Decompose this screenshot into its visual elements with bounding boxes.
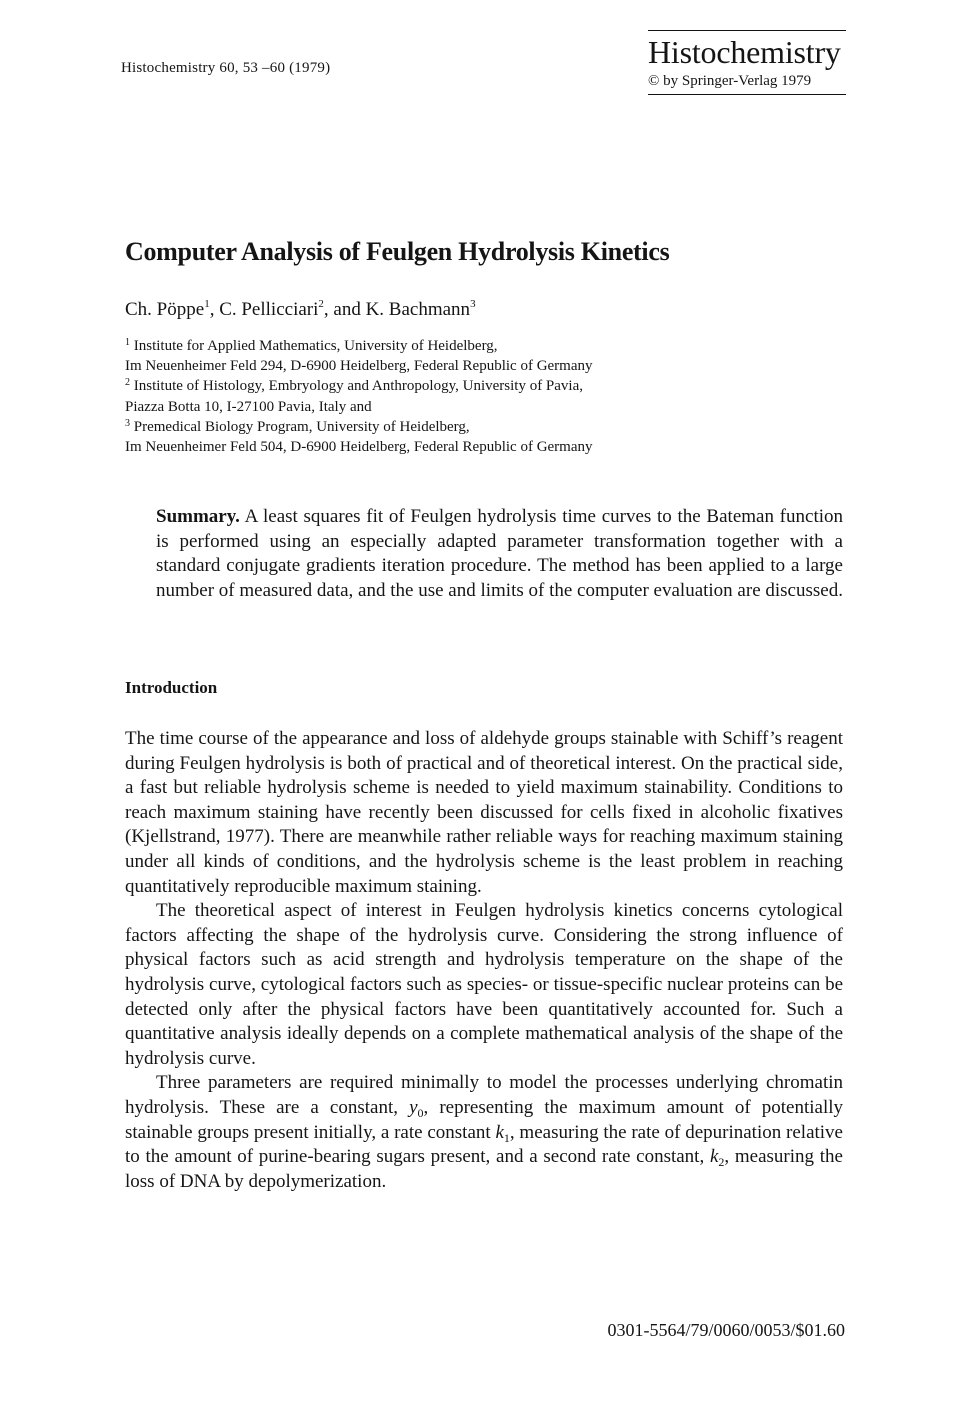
affiliation-line [125, 356, 593, 376]
copyright-line: © by Springer-Verlag 1979 [648, 73, 812, 89]
affiliation-text: Institute of Histology, Embryology and Anthropology, University of Pavia, [133, 378, 584, 395]
section-heading-introduction: Introduction [125, 678, 218, 697]
paragraph-text: , representing the maximum amount of potentially stainable groups present initially, a rate constant [125, 1096, 843, 1143]
author-separator: , [209, 299, 220, 320]
body-paragraph: The time course of the appearance and loss of aldehyde groups stainable with Schiff’s reagent during Feulgen hydrolysis is both of practical and of theoretical interest. On the practical side, a fast but reliable hydrolysis scheme is needed to yield maximum stainability. Conditions to reach maximum staining have recently been discussed for cells fixed in alcoholic fixatives (Kjellstrand, 1977). There are meanwhile rather reliable ways for reaching maximum staining under all kinds of conditions, and the hydrolysis scheme is the least problem in reaching quantitatively reproducible maximum staining. [125, 728, 843, 897]
paragraph-text: , measuring the loss of DNA by depolymerization. [125, 1146, 843, 1192]
issn-price-code: 0301-5564/79/0060/0053/$01.60 [607, 1320, 845, 1340]
symbol-subscript: 0 [417, 1105, 424, 1120]
introduction-body [125, 727, 843, 1194]
affiliation-line [125, 417, 593, 437]
author-affiliation-marker: 1 [204, 298, 210, 310]
paragraph-text: , measuring the rate of depurination relative to the amount of purine-bearing sugars present, and a second rate constant, [125, 1121, 843, 1168]
author-name: C. Pellicciari [219, 299, 319, 320]
author-name: K. Bachmann [365, 299, 471, 320]
affiliation-marker: 1 [125, 337, 130, 348]
masthead-bottom-rule [648, 94, 846, 95]
summary-label: Summary. [156, 506, 240, 527]
body-paragraph: The theoretical aspect of interest in Feulgen hydrolysis kinetics concerns cytological factors affecting the shape of the hydrolysis curve. Considering the strong influence of physical factors such as acid strength and hydrolysis temperature on the shape of the hydrolysis curve, cytological factors such as species- or tissue-specific nuclear proteins can be detected only after the physical factors have been quantitatively accounted for. Such a quantitative analysis ideally depends on a complete mathematical analysis of the shape of the hydrolysis curve. [125, 900, 843, 1069]
symbol-subscript: 2 [718, 1155, 725, 1170]
body-paragraph [125, 1071, 843, 1194]
author-affiliation-marker: 2 [318, 298, 324, 310]
affiliation-line [125, 397, 593, 417]
author-affiliation-marker: 3 [470, 298, 476, 310]
summary-text: A least squares fit of Feulgen hydrolysis time curves to the Bateman function is performed using an especially adapted parameter transformation together with a standard conjugate gradients iteration procedure. The method has been applied to a large number of measured data, and the use and limits of the computer evaluation are discussed. [156, 506, 843, 601]
journal-name: Histochemistry [648, 34, 841, 70]
affiliation-text: Premedical Biology Program, University of Heidelberg, [133, 418, 470, 435]
affiliation-line [125, 336, 593, 356]
affiliation-list [125, 336, 593, 457]
affiliation-line [125, 376, 593, 396]
symbol-subscript: 1 [503, 1130, 510, 1145]
journal-masthead [648, 30, 846, 95]
paragraph-text: Three parameters are required minimally to model the processes underlying chromatin hydrolysis. These are a constant, [125, 1072, 843, 1118]
symbol-letter: k [495, 1121, 504, 1143]
author-list [125, 299, 476, 321]
symbol-k2 [709, 1146, 725, 1170]
journal-citation: Histochemistry 60, 53 –60 (1979) [121, 60, 331, 76]
affiliation-marker: 2 [125, 377, 130, 389]
masthead-top-rule [648, 30, 846, 31]
symbol-k1 [495, 1122, 509, 1143]
affiliation-text: Institute for Applied Mathematics, University of Heidelberg, [133, 338, 498, 354]
affiliation-marker: 3 [125, 417, 130, 429]
symbol-letter: k [709, 1146, 719, 1168]
author-name: Ch. Pöppe [125, 299, 205, 320]
affiliation-text: Piazza Botta 10, I-27100 Pavia, Italy and [125, 398, 372, 415]
summary-paragraph [156, 505, 843, 603]
symbol-letter: y [409, 1096, 418, 1118]
affiliation-text: Im Neuenheimer Feld 504, D-6900 Heidelberg, Federal Republic of Germany [125, 439, 593, 456]
author-separator: , and [323, 299, 366, 320]
affiliation-line [125, 437, 593, 457]
symbol-y0 [409, 1097, 423, 1118]
paper-title: Computer Analysis of Feulgen Hydrolysis Kinetics [125, 237, 670, 266]
affiliation-text: Im Neuenheimer Feld 294, D-6900 Heidelberg, Federal Republic of Germany [125, 358, 593, 375]
